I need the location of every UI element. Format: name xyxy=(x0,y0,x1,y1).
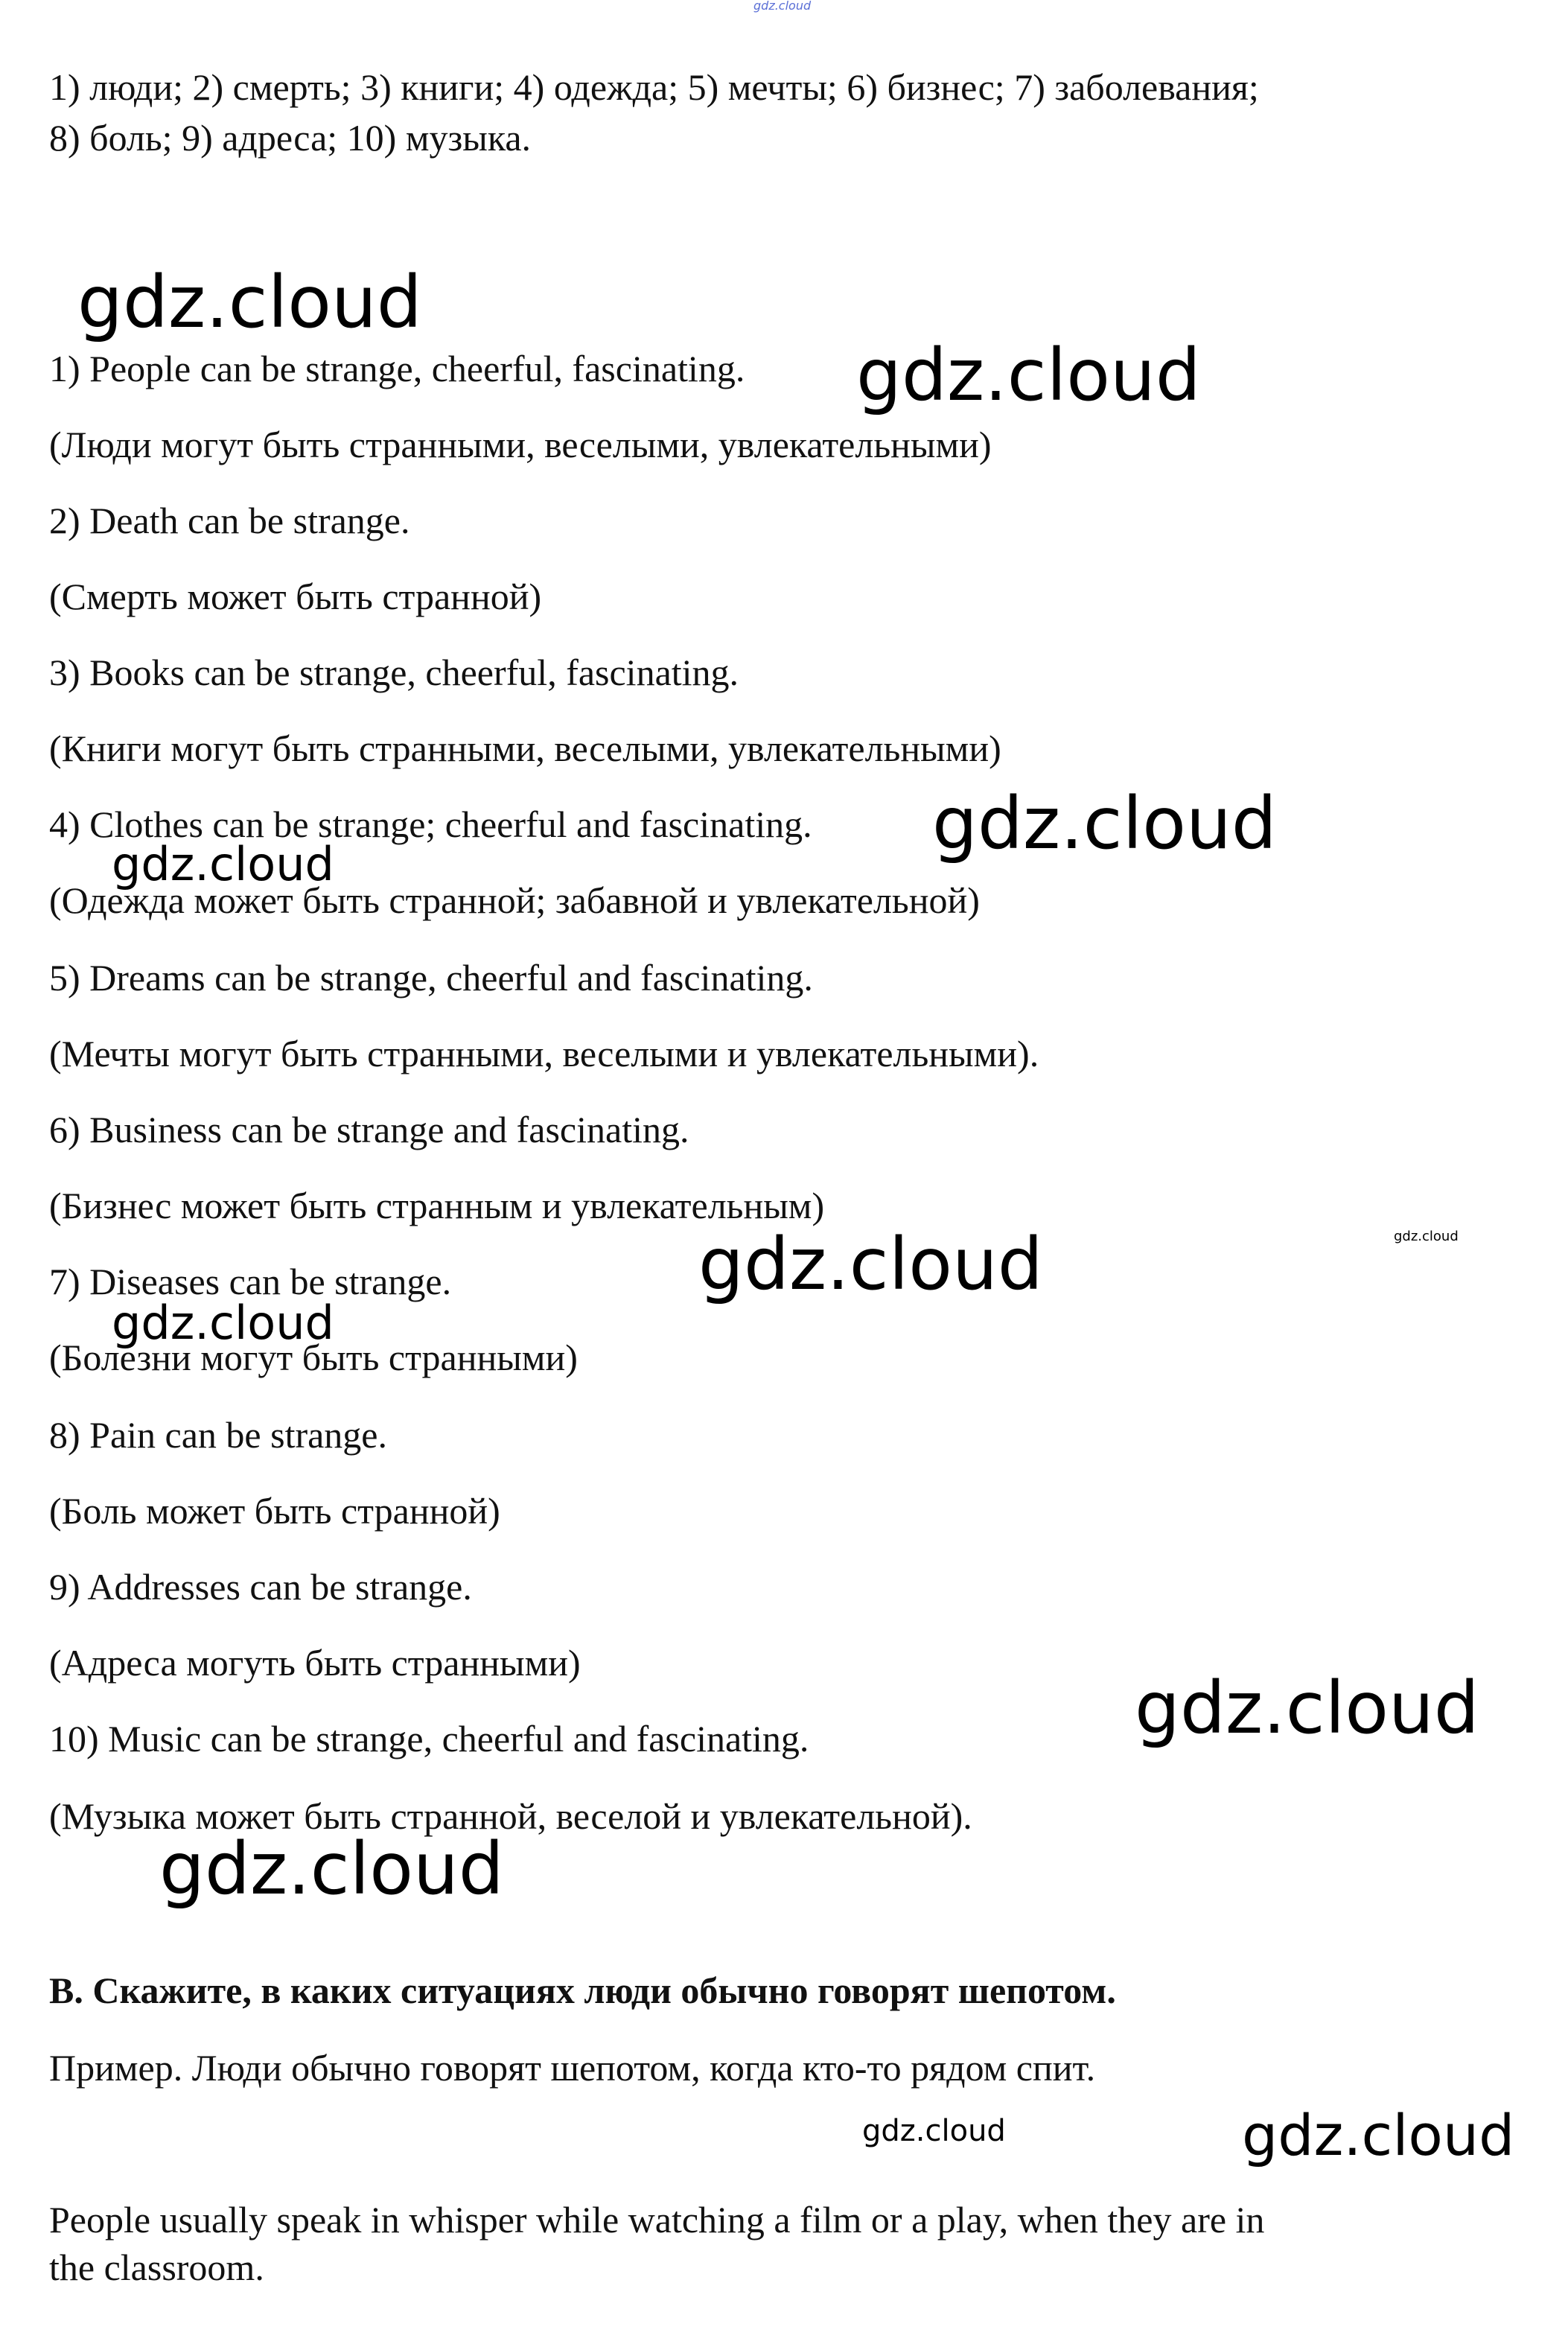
watermark-top: gdz.cloud xyxy=(753,0,812,13)
section-b-heading: B. Скажите, в каких ситуациях люди обычно говорят шепотом. xyxy=(49,1969,1116,2011)
watermark: gdz.cloud xyxy=(159,1827,504,1911)
watermark: gdz.cloud xyxy=(698,1223,1043,1306)
answer-5-en: 5) Dreams can be strange, cheerful and fascinating. xyxy=(49,957,813,999)
answer-7-ru: (Болезни могут быть странными) xyxy=(49,1337,578,1378)
answer-4-ru: (Одежда может быть странной; забавной и увлекательной) xyxy=(49,879,980,921)
section-b-answer-line-1: People usually speak in whisper while watching a film or a play, when they are in xyxy=(49,2199,1265,2241)
answer-6-ru: (Бизнес может быть странным и увлекательным) xyxy=(49,1185,825,1226)
answer-9-en: 9) Addresses can be strange. xyxy=(49,1566,472,1608)
answer-5-ru: (Мечты могут быть странными, веселыми и увлекательными). xyxy=(49,1033,1039,1074)
watermark: gdz.cloud xyxy=(77,261,422,344)
watermark: gdz.cloud xyxy=(862,2114,1006,2148)
answer-8-en: 8) Pain can be strange. xyxy=(49,1414,388,1456)
answer-2-ru: (Смерть может быть странной) xyxy=(49,576,542,617)
intro-line-1: 1) люди; 2) смерть; 3) книги; 4) одежда; 5) мечты; 6) бизнес; 7) заболевания; xyxy=(49,66,1259,108)
answer-9-ru: (Адреса могуть быть странными) xyxy=(49,1642,581,1684)
watermark: gdz.cloud xyxy=(1394,1229,1459,1244)
answer-3-en: 3) Books can be strange, cheerful, fascinating. xyxy=(49,652,739,693)
watermark: gdz.cloud xyxy=(112,837,334,891)
watermark: gdz.cloud xyxy=(1135,1666,1479,1750)
watermark: gdz.cloud xyxy=(112,1296,334,1350)
watermark: gdz.cloud xyxy=(856,334,1201,417)
answer-1-ru: (Люди могут быть странными, веселыми, увлекательными) xyxy=(49,424,992,465)
answer-8-ru: (Боль может быть странной) xyxy=(49,1490,500,1532)
section-b-answer-line-2: the classroom. xyxy=(49,2246,264,2288)
watermark: gdz.cloud xyxy=(932,782,1277,865)
answer-1-en: 1) People can be strange, cheerful, fascinating. xyxy=(49,348,745,389)
answer-10-ru: (Музыка может быть странной, веселой и увлекательной). xyxy=(49,1795,972,1837)
watermark: gdz.cloud xyxy=(1242,2102,1515,2168)
answer-7-en: 7) Diseases can be strange. xyxy=(49,1261,452,1302)
intro-line-2: 8) боль; 9) адреса; 10) музыка. xyxy=(49,117,532,159)
answer-3-ru: (Книги могут быть странными, веселыми, увлекательными) xyxy=(49,727,1001,769)
answer-2-en: 2) Death can be strange. xyxy=(49,500,410,541)
answer-4-en: 4) Clothes can be strange; cheerful and fascinating. xyxy=(49,803,812,845)
section-b-example: Пример. Люди обычно говорят шепотом, когда кто-то рядом спит. xyxy=(49,2047,1096,2089)
answer-10-en: 10) Music can be strange, cheerful and fascinating. xyxy=(49,1718,809,1760)
answer-6-en: 6) Business can be strange and fascinating. xyxy=(49,1109,689,1150)
